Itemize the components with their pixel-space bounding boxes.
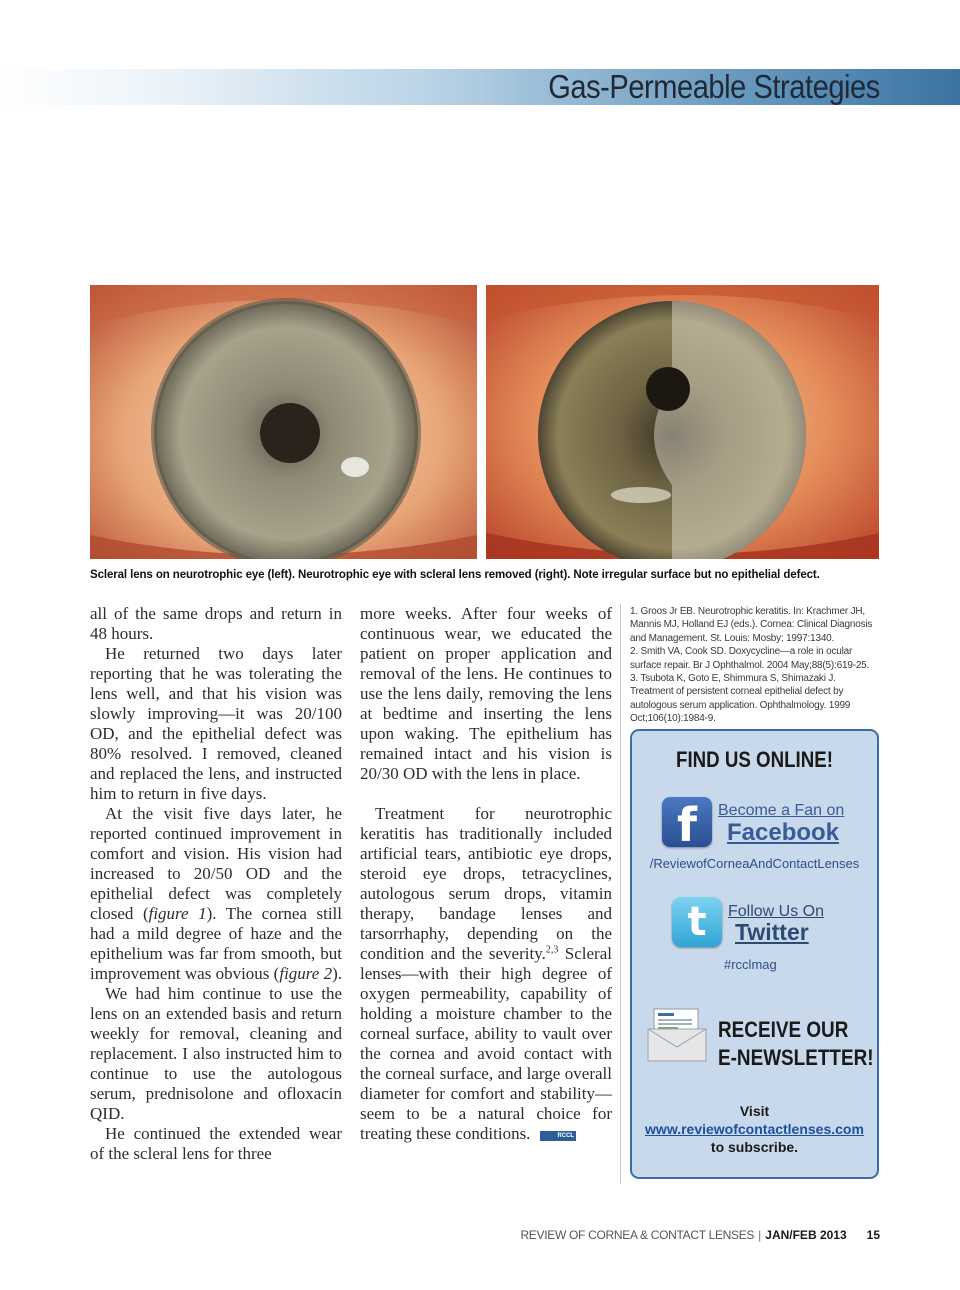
find-us-online-box [630, 729, 879, 1179]
citation-superscript: 2,3 [545, 944, 559, 956]
twitter-link-line2[interactable]: Twitter [735, 919, 809, 945]
newsletter-heading-line1: RECEIVE OUR [718, 1017, 849, 1042]
paragraph [90, 804, 342, 984]
footer-separator: | [758, 1228, 762, 1242]
reference-item: 1. Groos Jr EB. Neurotrophic keratitis. In: Krachmer JH, Mannis MJ, Holland EJ (eds.). Cornea: Clinical Diagnosis and Management. St. Louis: Mosby; 1997:1340. [630, 606, 873, 644]
column-divider [620, 604, 621, 1184]
text-run: At the visit five days later, he reported continued improvement in comfort and vision. His vision had increased to 20/50 OD and the epithelial defect was completely closed ( [90, 804, 342, 923]
publication-name: REVIEW OF CORNEA & CONTACT LENSES [520, 1228, 755, 1242]
page-footer [520, 1228, 880, 1242]
text-run: Scleral lenses—with their high degree of oxygen permeability, capability of holding a moisture chamber to the corneal surface, ability to vault over the cornea and avoid contact with the corneal surface, and large overall diameter for comfort and stability—seem to be a natural choice for treating these conditions. [360, 944, 612, 1143]
facebook-link-line1[interactable]: Become a Fan on [718, 802, 845, 819]
visit-label: Visit [739, 1103, 770, 1119]
facebook-link-line2[interactable]: Facebook [727, 819, 840, 846]
paragraph: He returned two days later reporting that he was tolerating the lens well, and that his vision was slowly improving—it was 20/100 OD, and the epithelial defect was 80% resolved. I removed, cleaned and replaced the lens, and instructed him to return in five days. [90, 644, 342, 803]
facebook-icon[interactable]: f [662, 797, 712, 847]
paragraph [360, 804, 612, 1144]
article-column-2 [360, 604, 612, 1144]
paragraph: We had him continue to use the lens on an extended basis and return weekly for removal, cleaning and replacement. I also instructed him to continue to use the autologous serum, prednisolone and ofloxacin QID. [90, 984, 342, 1123]
newsletter-heading-line2: E-NEWSLETTER! [718, 1045, 874, 1070]
reference-item: 2. Smith VA, Cook SD. Doxycycline—a role in ocular surface repair. Br J Ophthalmol. 2004 May;88(5):619-25. [630, 646, 870, 671]
text-run: ). [332, 964, 342, 983]
end-of-article-mark: RCCL [540, 1131, 576, 1141]
issue-date: JAN/FEB 2013 [765, 1228, 847, 1242]
promo-title: FIND US ONLINE! [676, 747, 833, 772]
page-number: 15 [866, 1228, 880, 1242]
paragraph: He continued the extended wear of the scleral lens for three [90, 1124, 342, 1163]
eye-photo-left [90, 285, 477, 559]
references [630, 605, 880, 726]
section-title: Gas-Permeable Strategies [548, 68, 880, 105]
website-link[interactable]: www.reviewofcontactlenses.com [645, 1121, 864, 1137]
twitter-handle: #rcclmag [724, 957, 777, 972]
eye-photo-right [486, 285, 879, 559]
subscribe-label: to subscribe. [710, 1139, 799, 1155]
reference-item: 3. Tsubota K, Goto E, Shimmura S, Shimazaki J. Treatment of persistent corneal epithelial defect by autologous serum application. Ophthalmology. 1999 Oct;106(10):1984-9. [630, 673, 851, 725]
figure-reference: figure 1 [148, 904, 207, 923]
paragraph: all of the same drops and return in 48 hours. [90, 604, 342, 643]
twitter-link-line1[interactable]: Follow Us On [728, 903, 825, 920]
figure-caption: Scleral lens on neurotrophic eye (left). Neurotrophic eye with scleral lens removed (right). Note irregular surface but no epithelial defect. [90, 569, 820, 581]
facebook-handle: /ReviewofCorneaAndContactLenses [649, 856, 860, 871]
text-run: ). The cornea still had a mild degree of haze and the epithelium was far from smooth, but improvement was obvious ( [90, 904, 342, 983]
paragraph: more weeks. After four weeks of continuous wear, we educated the patient on proper application and removal of the lens. He continues to use the lens daily, removing the lens at bedtime and inserting the lens upon waking. The epithelium has remained intact and his vision is 20/30 OD with the lens in place. [360, 604, 612, 783]
twitter-icon[interactable]: t [672, 897, 722, 947]
text-run: Treatment for neurotrophic keratitis has traditionally included artificial tears, antibiotic eye drops, steroid eye drops, tetracyclines, autologous serum drops, vitamin therapy, bandage lenses and tarsorrhaphy, depending on the condition and the severity. [360, 804, 612, 963]
article-column-1 [90, 604, 342, 1164]
figure-reference: figure 2 [279, 964, 333, 983]
envelope-icon [646, 1007, 708, 1063]
